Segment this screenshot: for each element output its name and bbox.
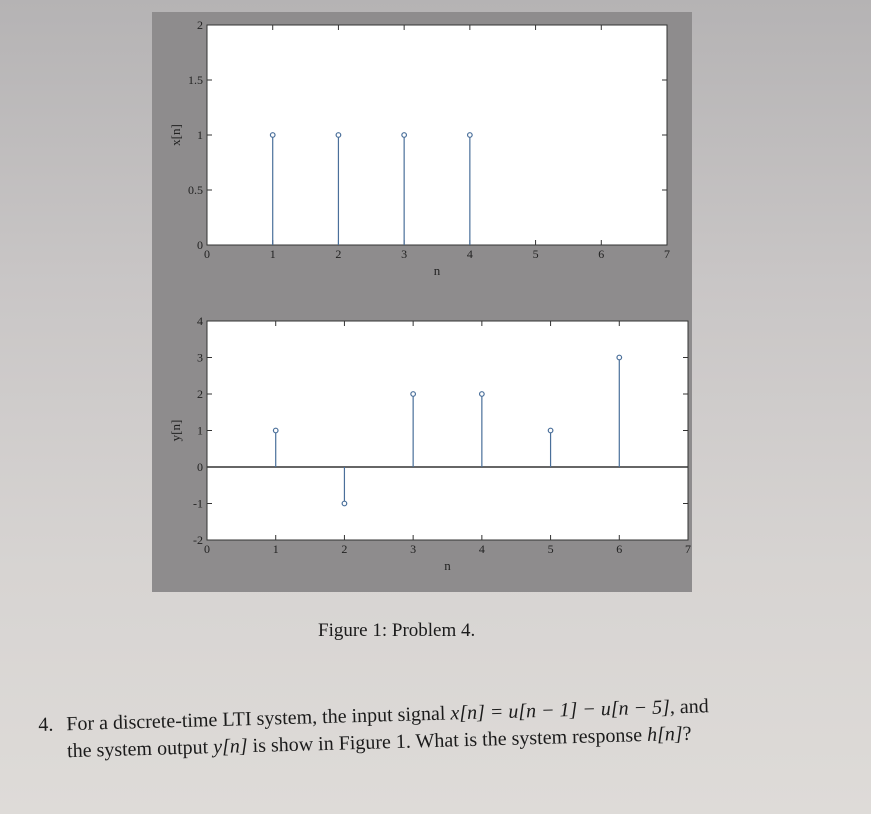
figure-caption: Figure 1: Problem 4. [318, 620, 476, 641]
plot1-axes-frame [207, 25, 667, 245]
plot1-y-axis-label: x[n] [168, 124, 183, 146]
problem-number: 4. [38, 713, 54, 736]
plot1-x-tick-label: 7 [664, 247, 670, 261]
plot2-x-tick-label: 0 [204, 542, 210, 556]
plot1-stem-marker [468, 133, 473, 138]
plot1-x-tick-label: 4 [466, 247, 473, 261]
plot1-stem-marker [336, 133, 341, 138]
plot1-y-tick-label: 0.5 [188, 183, 203, 197]
plot2-x-axis-label: n [444, 558, 451, 573]
plot2-y-tick-label: 4 [197, 314, 203, 328]
plot2-stem-marker [342, 501, 347, 506]
plot2-y-tick-label: 2 [197, 387, 203, 401]
problem-text-2a: the system output [66, 736, 214, 763]
problem-text-2b: is show in Figure 1. What is the system response [247, 724, 648, 758]
plot1-x-tick-label: 3 [401, 247, 408, 261]
response-symbol: h[n] [646, 723, 683, 746]
problem-text-1b: , and [669, 695, 710, 719]
plot1-stem-marker [270, 133, 275, 138]
input-signal-equation: x[n] = u[n − 1] − u[n − 5] [450, 696, 671, 725]
plot1-x-tick-label: 0 [204, 247, 210, 261]
plot1-x-tick-label: 5 [532, 247, 539, 261]
plot2-y-tick-label: 0 [197, 460, 203, 474]
plot2-y-tick-label: 3 [197, 350, 203, 365]
plot2-x-tick-label: 6 [616, 542, 623, 556]
plot2-stem-marker [411, 392, 416, 397]
plot2-stem-marker [480, 392, 485, 397]
plot2-y-axis-label: y[n] [168, 419, 183, 442]
plot2-x-tick-label: 2 [341, 542, 348, 556]
plot2-stem-marker [617, 355, 622, 360]
plot1-y-tick-label: 1 [197, 128, 203, 142]
plot2-x-tick-label: 7 [685, 542, 691, 556]
plot2-y-tick-label: -1 [193, 496, 203, 511]
plot1-y-tick-label: 2 [197, 18, 203, 32]
plot1-y-tick-label: 0 [197, 238, 203, 252]
plot1-x-tick-label: 1 [269, 247, 276, 261]
plot2-x-tick-label: 1 [272, 542, 279, 556]
plot2-stem-marker [273, 428, 278, 433]
problem-text-1a: For a discrete-time LTI system, the input signal [66, 702, 451, 736]
plot1-y-tick-label: 1.5 [188, 73, 203, 87]
plot2-axes-frame [207, 321, 688, 540]
plot1-x-tick-label: 2 [335, 247, 342, 261]
plot2-x-tick-label: 3 [410, 542, 417, 556]
plot1-x-axis-label: n [433, 263, 441, 278]
plot2-y-tick-label: -2 [193, 533, 203, 547]
problem-text-2c: ? [682, 722, 692, 746]
output-symbol: y[n] [212, 735, 248, 759]
plot2-y-tick-label: 1 [197, 423, 203, 438]
plot1-x-tick-label: 6 [598, 247, 605, 261]
plot2-stem-marker [548, 428, 553, 433]
plot2-x-tick-label: 5 [547, 542, 554, 556]
plot2-x-tick-label: 4 [478, 542, 485, 556]
plot1-stem-marker [402, 133, 407, 138]
